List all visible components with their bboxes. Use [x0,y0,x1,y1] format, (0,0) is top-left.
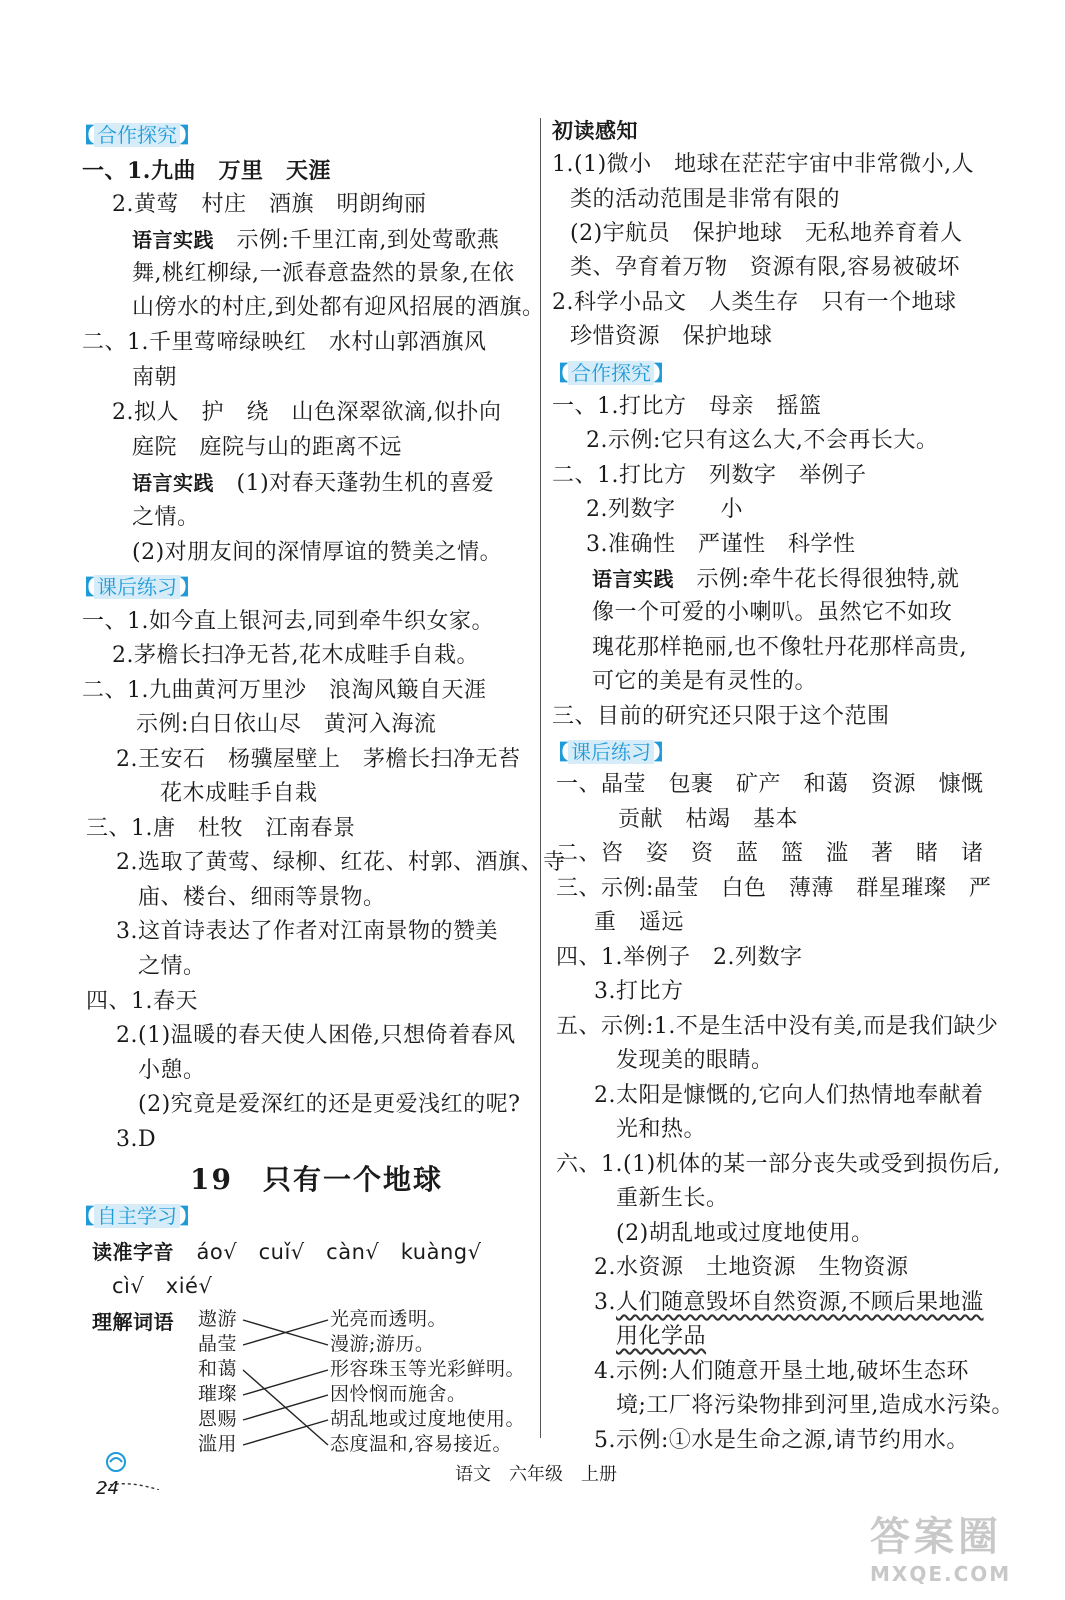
answer-line: 二、1.打比方 列数字 举例子 [552,463,867,488]
match-lines [240,1300,335,1460]
answer-line: 3.这首诗表达了作者对江南景物的赞美 [116,919,498,944]
answer-line: 舞,桃红柳绿,一派春意盎然的景象,在依 [132,261,515,286]
reading-line [92,1237,482,1268]
page-number: 24 [96,1478,119,1499]
answer-line: (2)宇航员 保护地球 无私地养育着人 [570,221,963,246]
answer-line: 瑰花那样艳丽,也不像牡丹花那样高贵, [592,635,967,660]
practice-label: 语言实践 [132,471,214,495]
match-definition: 态度温和,容易接近。 [330,1433,513,1455]
answer-line: 六、1.(1)机体的某一部分丧失或受到损伤后, [556,1152,1001,1177]
answer-line: 4.示例:人们随意开垦土地,破坏生态环 [594,1359,969,1384]
section-tag-self-study: 【 自主学习 】 [74,1204,200,1228]
answer-line: 3.D [116,1127,157,1152]
site-watermark [870,1505,1011,1586]
answer-line: 像一个可爱的小喇叭。虽然它不如玫 [592,600,953,625]
words-label: 理解词语 [92,1310,174,1334]
answer-line: 2.列数字 小 [586,497,743,522]
answer-line: 四、1.举例子 2.列数字 [556,945,803,970]
pinyin-answers: cì√ xié√ [112,1274,213,1298]
answer-line: 发现美的眼睛。 [616,1048,774,1073]
answer-line: 花木成畦手自栽 [160,781,318,806]
answer-line: 示例:白日依山尽 黄河入海流 [136,712,437,737]
section-tag-cooperate: 【 合作探究 】 [548,361,674,385]
watermark-url: MXQE.COM [870,1562,1012,1586]
reading-line [112,1271,212,1302]
answer-line: 5.示例:①水是生命之源,请节约用水。 [594,1428,969,1453]
lesson-title: 19 只有一个地球 [190,1163,443,1196]
answer-line: 类的活动范围是非常有限的 [570,187,841,212]
answer-line: 重新生长。 [616,1186,729,1211]
answer-line: 3.打比方 [594,979,684,1004]
answer-line: 2.王安石 杨骥屋壁上 茅檐长扫净无苔 [116,747,521,772]
section-tag-exercise: 【 课后练习 】 [548,740,674,764]
answer-line: 2.拟人 护 绕 山色深翠欲滴,似扑向 [112,400,502,425]
answer-line: 2.(1)温暖的春天使人困倦,只想倚着春风 [116,1023,516,1048]
pinyin-answers: áo√ cuǐ√ càn√ kuàng√ [196,1240,482,1264]
match-definition: 漫游;游历。 [330,1333,435,1355]
book-info: 语文 六年级 上册 [455,1464,617,1485]
answer-line: 3.准确性 严谨性 科学性 [586,532,856,557]
answer-line: 语言实践 示例:千里江南,到处莺歌燕 [132,228,500,253]
match-definition: 胡乱地或过度地使用。 [330,1408,526,1430]
answer-line: 庭院 庭院与山的距离不远 [132,435,403,460]
answer-line: 三、1.唐 杜牧 江南春景 [86,816,356,841]
answer-line: 语言实践 (1)对春天蓬勃生机的喜爱 [132,471,495,496]
match-line [243,1395,328,1420]
answer-line: 2.黄莺 村庄 酒旗 明朗绚丽 [112,192,427,217]
answer-line: 庙、楼台、细雨等景物。 [138,885,386,910]
match-word-left: 恩赐 [198,1408,238,1430]
answer-line: 之情。 [132,505,200,530]
answer-line: 2.太阳是慷慨的,它向人们热情地奉献着 [594,1083,984,1108]
answer-line: 2.示例:它只有这么大,不会再长大。 [586,428,939,453]
match-word-left: 遨游 [198,1308,238,1330]
answer-line: 二、1.千里莺啼绿映红 水村山郭酒旗风 [82,330,487,355]
match-definition: 光亮而透明。 [330,1308,448,1330]
match-line [243,1370,328,1395]
answer-line: 二、咨 姿 资 蓝 篮 滥 著 睹 诸 [556,841,984,866]
practice-label: 语言实践 [132,228,214,252]
answer-line: 1.(1)微小 地球在茫茫宇宙中非常微小,人 [552,152,975,177]
answer-line: 一、1.打比方 母亲 摇篮 [552,394,822,419]
section-tag-exercise: 【 课后练习 】 [74,575,200,599]
match-word-left: 和蔼 [198,1358,238,1380]
answer-line: 山傍水的村庄,到处都有迎风招展的酒旗。 [132,295,545,320]
wavy-underlined-text: 用化学品 [616,1324,707,1349]
answer-line: 之情。 [138,954,206,979]
answer-line: 一、1.九曲 万里 天涯 [82,158,331,184]
match-word-left: 璀璨 [198,1383,238,1405]
answer-line: 五、示例:1.不是生活中没有美,而是我们缺少 [556,1014,999,1039]
answer-line: 小憩。 [138,1058,206,1083]
wavy-underlined-text: 人们随意毁坏自然资源,不顾后果地滥 [616,1290,984,1315]
section-heading: 初读感知 [552,119,638,143]
answer-line: 类、孕育着万物 资源有限,容易被破坏 [570,255,960,280]
answer-line: 贡献 枯竭 基本 [618,807,799,832]
answer-line: 境;工厂将污染物排到河里,造成水污染。 [616,1393,1014,1418]
answer-line: 四、1.春天 [86,989,198,1014]
answer-line: 三、目前的研究还只限于这个范围 [552,704,890,729]
answer-line: 2.水资源 土地资源 生物资源 [594,1255,909,1280]
answer-line: (2)胡乱地或过度地使用。 [616,1221,874,1246]
match-line [243,1420,328,1445]
answer-line: 一、1.如今直上银河去,同到牵牛织女家。 [82,609,494,634]
answer-line: 2.选取了黄莺、绿柳、红花、村郭、酒旗、寺 [116,850,566,875]
answer-line: 3.人们随意毁坏自然资源,不顾后果地滥 [594,1290,984,1315]
answer-line: (2)究竟是爱深红的还是更爱浅红的呢? [138,1092,521,1117]
answer-line: 可它的美是有灵性的。 [592,669,818,694]
answer-line: 南朝 [132,365,178,390]
match-definition: 因怜悯而施舍。 [330,1383,467,1405]
answer-line: 光和热。 [616,1117,707,1142]
answer-line: 二、1.九曲黄河万里沙 浪淘风簸自天涯 [82,678,487,703]
answer-line: 珍惜资源 保护地球 [570,324,773,349]
practice-label: 语言实践 [592,567,674,591]
match-word-left: 滥用 [198,1433,238,1455]
section-tag-cooperate: 【 合作探究 】 [74,123,200,147]
match-definition: 形容珠玉等光彩鲜明。 [330,1358,526,1380]
answer-line: 2.科学小品文 人类生存 只有一个地球 [552,290,957,315]
read-label: 读准字音 [92,1240,174,1264]
answer-line: 一、晶莹 包裹 矿产 和蔼 资源 慷慨 [556,772,984,797]
answer-line [616,1322,706,1352]
watermark-cn: 答案圈 [870,1514,1002,1560]
match-word-left: 晶莹 [198,1333,238,1355]
answer-line: (2)对朋友间的深情厚谊的赞美之情。 [132,540,503,565]
answer-line: 三、示例:晶莹 白色 薄薄 群星璀璨 严 [556,876,992,901]
answer-line: 2.茅檐长扫净无苔,花木成畦手自栽。 [112,643,479,668]
answer-line: 重 遥远 [594,910,685,935]
answer-line: 语言实践 示例:牵牛花长得很独特,就 [592,567,960,592]
